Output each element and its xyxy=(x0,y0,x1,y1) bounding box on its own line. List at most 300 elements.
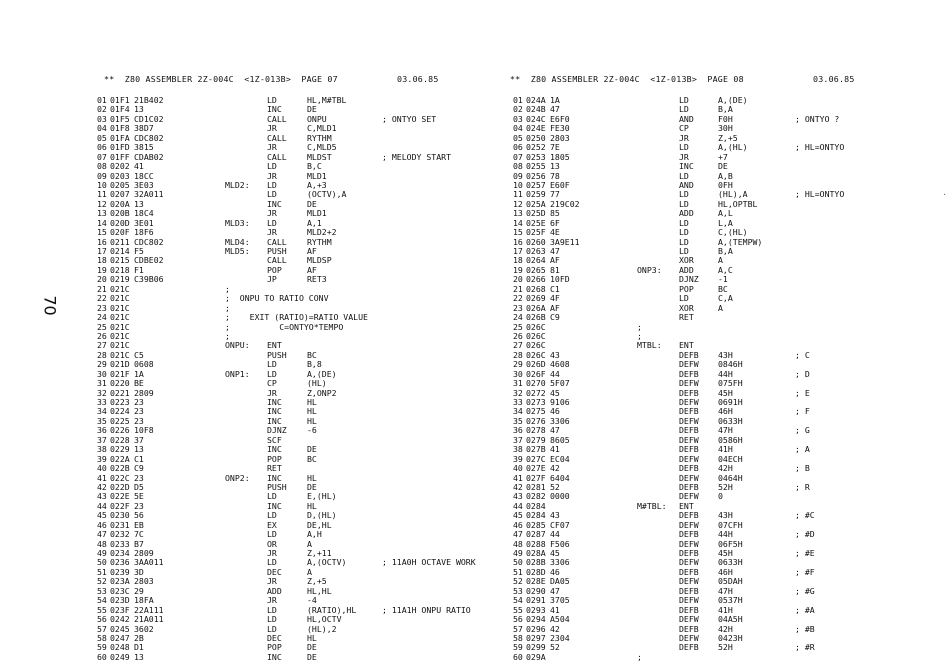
label: MLD5: xyxy=(225,246,250,256)
address: 026C xyxy=(526,330,546,341)
line-number: 07 xyxy=(97,151,107,162)
object-code: 18FA xyxy=(134,595,154,606)
line-number: 18 xyxy=(513,255,523,266)
listing-line xyxy=(97,587,477,596)
line-number: 04 xyxy=(513,123,523,134)
line-number: 17 xyxy=(97,246,107,256)
line-number: 07 xyxy=(513,151,523,162)
listing-line xyxy=(97,134,477,143)
address: 0278 xyxy=(526,425,546,436)
line-number: 15 xyxy=(513,227,523,238)
object-code: 2803 xyxy=(134,576,154,587)
operand: C,MLD1 xyxy=(307,123,337,134)
object-code: 23 xyxy=(134,500,144,511)
line-number: 11 xyxy=(97,189,107,200)
address: 0268 xyxy=(526,283,546,294)
address: 0202 xyxy=(110,161,130,172)
address: 0256 xyxy=(526,170,546,181)
operand: -4 xyxy=(307,595,317,606)
line-number: 12 xyxy=(513,198,523,209)
line-number: 17 xyxy=(513,246,523,256)
line-number: 09 xyxy=(97,170,107,181)
mnemonic: CP xyxy=(267,378,277,389)
address: 024E xyxy=(526,123,546,134)
object-code: C39B06 xyxy=(134,274,164,285)
address: 025D xyxy=(526,208,546,219)
mnemonic: RET xyxy=(267,463,282,474)
line-number: 59 xyxy=(513,642,523,653)
line-number: 52 xyxy=(513,576,523,587)
object-code: 18CC xyxy=(134,170,154,181)
object-code: 23 xyxy=(134,397,144,407)
mnemonic: LD xyxy=(679,198,689,209)
listing-line xyxy=(513,200,843,209)
mnemonic: DEFW xyxy=(679,453,699,464)
object-code: 77 xyxy=(550,189,560,200)
mnemonic: DEFB xyxy=(679,529,699,540)
object-code: 56 xyxy=(134,510,144,521)
line-number: 25 xyxy=(97,321,107,332)
line-number: 16 xyxy=(513,236,523,247)
address: 027C xyxy=(526,453,546,464)
comment: ; #C xyxy=(795,510,815,521)
object-code: 13 xyxy=(134,444,144,455)
line-number: 58 xyxy=(97,632,107,643)
listing-line xyxy=(513,238,843,247)
label: ; xyxy=(225,283,230,294)
label: MLD4: xyxy=(225,236,250,247)
line-number: 31 xyxy=(97,378,107,389)
object-code: F1 xyxy=(134,264,144,275)
mnemonic: LD xyxy=(267,179,277,190)
object-code: 2809 xyxy=(134,548,154,558)
address: 0250 xyxy=(526,132,546,143)
operand: A,(HL) xyxy=(718,142,748,153)
line-number: 08 xyxy=(513,161,523,172)
object-code: 10FD xyxy=(550,274,570,285)
mnemonic: ADD xyxy=(679,208,694,219)
line-number: 19 xyxy=(513,264,523,275)
mnemonic: DEFB xyxy=(679,604,699,615)
comment: ; HL=ONTYO xyxy=(795,189,845,200)
operand: A,(DE) xyxy=(718,95,748,105)
mnemonic: CALL xyxy=(267,113,287,124)
mnemonic: SCF xyxy=(267,434,282,445)
listing-line xyxy=(97,294,477,303)
comment: ; #F xyxy=(795,566,815,577)
mnemonic: LD xyxy=(679,170,689,181)
address: 022D xyxy=(110,481,130,492)
mnemonic: POP xyxy=(267,264,282,275)
listing-line xyxy=(97,417,477,426)
operand: 0586H xyxy=(718,434,743,445)
mnemonic: DJNZ xyxy=(267,425,287,436)
object-code: 42 xyxy=(550,623,560,634)
line-number: 57 xyxy=(97,623,107,634)
address: 023A xyxy=(110,576,130,587)
address: 0226 xyxy=(110,425,130,436)
line-number: 39 xyxy=(97,453,107,464)
listing-line xyxy=(97,389,477,398)
address: 0230 xyxy=(110,510,130,521)
object-code: 3815 xyxy=(134,142,154,153)
operand: B,C xyxy=(307,161,322,172)
mnemonic: DEC xyxy=(267,566,282,577)
label: MLD2: xyxy=(225,179,250,190)
operand: DE xyxy=(307,642,317,653)
listing-line xyxy=(513,502,843,511)
object-code: DA05 xyxy=(550,576,570,587)
address: 0259 xyxy=(526,189,546,200)
operand: DE xyxy=(307,481,317,492)
object-code: 21A011 xyxy=(134,614,164,625)
address: 021C xyxy=(110,340,130,351)
operand: 04ECH xyxy=(718,453,743,464)
left-header: ** Z80 ASSEMBLER 2Z-004C <1Z-013B> PAGE 07 xyxy=(104,74,338,84)
object-code: E60F xyxy=(550,179,570,190)
label: ; xyxy=(637,330,642,341)
address: 023D xyxy=(110,595,130,606)
left-date: 03.06.85 xyxy=(397,74,439,84)
address: 028A xyxy=(526,548,546,558)
address: 0207 xyxy=(110,189,130,200)
line-number: 02 xyxy=(97,104,107,115)
margin-mark: · xyxy=(942,190,947,199)
object-code: 29 xyxy=(134,585,144,596)
object-code: 3AA011 xyxy=(134,557,164,568)
listing-line xyxy=(513,540,843,549)
listing-line xyxy=(97,209,477,218)
listing-line xyxy=(97,238,477,247)
line-number: 47 xyxy=(513,529,523,540)
object-code: 219C02 xyxy=(550,198,580,209)
mnemonic: DEFB xyxy=(679,425,699,436)
mnemonic: ENT xyxy=(679,340,694,351)
line-number: 40 xyxy=(97,463,107,474)
listing-line xyxy=(513,417,843,426)
label: ONPU: xyxy=(225,340,250,351)
line-number: 55 xyxy=(513,604,523,615)
listing-line xyxy=(97,172,477,181)
mnemonic: DEFW xyxy=(679,557,699,568)
line-number: 49 xyxy=(513,548,523,558)
object-code: 23 xyxy=(134,406,144,417)
mnemonic: XOR xyxy=(679,255,694,266)
address: 0284 xyxy=(526,510,546,521)
object-code: 5F07 xyxy=(550,378,570,389)
mnemonic: CALL xyxy=(267,255,287,266)
listing-line xyxy=(97,162,477,171)
object-code: 44 xyxy=(550,529,560,540)
comment: ; A xyxy=(795,444,810,455)
address: 0223 xyxy=(110,397,130,407)
operand: -1 xyxy=(718,274,728,285)
operand: DE xyxy=(307,651,317,662)
listing-line xyxy=(513,634,843,643)
comment: ; D xyxy=(795,368,810,379)
line-number: 48 xyxy=(513,538,523,549)
line-number: 28 xyxy=(97,349,107,360)
operand: HL xyxy=(307,500,317,511)
operand: DE,HL xyxy=(307,519,332,530)
line-number: 35 xyxy=(513,415,523,426)
line-number: 37 xyxy=(97,434,107,445)
object-code: 42 xyxy=(550,463,560,474)
mnemonic: XOR xyxy=(679,302,694,313)
object-code: 23 xyxy=(134,415,144,426)
mnemonic: JR xyxy=(267,576,277,587)
object-code: 46 xyxy=(550,406,560,417)
label: MTBL: xyxy=(637,340,662,351)
mnemonic: ENT xyxy=(679,500,694,511)
operand: HL,OPTBL xyxy=(718,198,758,209)
line-number: 36 xyxy=(97,425,107,436)
line-number: 01 xyxy=(513,95,523,105)
page-number: 70 xyxy=(40,295,60,316)
object-code: 43 xyxy=(550,510,560,521)
operand: A,B xyxy=(718,170,733,181)
object-code: EC04 xyxy=(550,453,570,464)
mnemonic: DEFB xyxy=(679,387,699,398)
address: 026C xyxy=(526,321,546,332)
operand: 0 xyxy=(718,491,723,502)
listing-line xyxy=(97,341,477,350)
listing-line xyxy=(97,483,477,492)
object-code: 52 xyxy=(550,642,560,653)
line-number: 58 xyxy=(513,632,523,643)
line-number: 03 xyxy=(513,113,523,124)
object-code: 37 xyxy=(134,434,144,445)
listing-line xyxy=(513,256,843,265)
object-code: D1 xyxy=(134,642,144,653)
operand: 42H xyxy=(718,623,733,634)
line-number: 57 xyxy=(513,623,523,634)
line-number: 54 xyxy=(513,595,523,606)
mnemonic: AND xyxy=(679,113,694,124)
line-number: 27 xyxy=(97,340,107,351)
line-number: 30 xyxy=(97,368,107,379)
address: 0231 xyxy=(110,519,130,530)
listing-line xyxy=(97,398,477,407)
line-number: 03 xyxy=(97,113,107,124)
mnemonic: DEFB xyxy=(679,481,699,492)
listing-line xyxy=(97,511,477,520)
address: 0232 xyxy=(110,529,130,540)
address: 0233 xyxy=(110,538,130,549)
listing-line xyxy=(513,596,843,605)
operand: BC xyxy=(307,453,317,464)
operand: DE xyxy=(307,198,317,209)
comment: ; G xyxy=(795,425,810,436)
operand: BC xyxy=(718,283,728,294)
address: 028E xyxy=(526,576,546,587)
listing-line xyxy=(97,275,477,284)
operand: HL xyxy=(307,397,317,407)
mnemonic: DEFW xyxy=(679,519,699,530)
line-number: 21 xyxy=(513,283,523,294)
line-number: 56 xyxy=(97,614,107,625)
listing-line xyxy=(97,407,477,416)
mnemonic: LD xyxy=(267,189,277,200)
operand: L,A xyxy=(718,217,733,228)
operand: 47H xyxy=(718,425,733,436)
mnemonic: LD xyxy=(267,557,277,568)
mnemonic: LD xyxy=(267,368,277,379)
line-number: 47 xyxy=(97,529,107,540)
operand: MLDSP xyxy=(307,255,332,266)
listing-line xyxy=(97,351,477,360)
object-code: C9 xyxy=(134,463,144,474)
mnemonic: LD xyxy=(679,217,689,228)
mnemonic: JR xyxy=(267,123,277,134)
operand: (HL),A xyxy=(718,189,748,200)
address: 0253 xyxy=(526,151,546,162)
operand: 52H xyxy=(718,642,733,653)
object-code: 41 xyxy=(550,604,560,615)
address: 0294 xyxy=(526,614,546,625)
address: 0249 xyxy=(110,651,130,662)
operand: ONPU xyxy=(307,113,327,124)
operand: A,(TEMPW) xyxy=(718,236,763,247)
label: ; xyxy=(225,302,230,313)
object-code: 18F6 xyxy=(134,227,154,238)
line-number: 23 xyxy=(513,302,523,313)
mnemonic: CALL xyxy=(267,132,287,143)
operand: (RATIO),HL xyxy=(307,604,357,615)
address: 026F xyxy=(526,368,546,379)
object-code: 6F xyxy=(550,217,560,228)
mnemonic: INC xyxy=(267,397,282,407)
line-number: 13 xyxy=(97,208,107,219)
listing-line xyxy=(513,153,843,162)
line-number: 46 xyxy=(513,519,523,530)
listing-line xyxy=(513,294,843,303)
mnemonic: JR xyxy=(267,387,277,398)
comment: ; 11A0H OCTAVE WORK xyxy=(382,557,476,568)
mnemonic: INC xyxy=(267,444,282,455)
listing-line xyxy=(513,285,843,294)
line-number: 60 xyxy=(97,651,107,662)
object-code: 7E xyxy=(550,142,560,153)
address: 01F1 xyxy=(110,95,130,105)
object-code: C5 xyxy=(134,349,144,360)
mnemonic: JR xyxy=(267,142,277,153)
object-code: 3306 xyxy=(550,557,570,568)
operand: 0846H xyxy=(718,359,743,370)
line-number: 18 xyxy=(97,255,107,266)
address: 027B xyxy=(526,444,546,455)
mnemonic: LD xyxy=(267,510,277,521)
operand: 46H xyxy=(718,406,733,417)
object-code: 4608 xyxy=(550,359,570,370)
line-number: 26 xyxy=(97,330,107,341)
listing-line xyxy=(97,540,477,549)
line-number: 28 xyxy=(513,349,523,360)
mnemonic: INC xyxy=(267,472,282,483)
line-number: 05 xyxy=(97,132,107,143)
listing-line xyxy=(97,634,477,643)
address: 0257 xyxy=(526,179,546,190)
object-code: 3602 xyxy=(134,623,154,634)
operand: 46H xyxy=(718,566,733,577)
line-number: 50 xyxy=(97,557,107,568)
address: 021C xyxy=(110,321,130,332)
line-number: 42 xyxy=(513,481,523,492)
mnemonic: EX xyxy=(267,519,277,530)
operand: 0423H xyxy=(718,632,743,643)
operand: HL xyxy=(307,632,317,643)
listing-line xyxy=(97,521,477,530)
object-code: 47 xyxy=(550,585,560,596)
address: 0229 xyxy=(110,444,130,455)
line-number: 04 xyxy=(97,123,107,134)
operand: 43H xyxy=(718,349,733,360)
object-code: 47 xyxy=(550,104,560,115)
address: 0269 xyxy=(526,293,546,304)
object-code: 21B402 xyxy=(134,95,164,105)
line-number: 44 xyxy=(513,500,523,511)
object-code: 32A011 xyxy=(134,189,164,200)
line-number: 48 xyxy=(97,538,107,549)
line-number: 21 xyxy=(97,283,107,294)
line-number: 13 xyxy=(513,208,523,219)
object-code: 3D xyxy=(134,566,144,577)
address: 0284 xyxy=(526,500,546,511)
listing-line xyxy=(513,558,843,567)
line-number: 08 xyxy=(97,161,107,172)
object-code: 41 xyxy=(134,161,144,172)
object-code: 52 xyxy=(550,481,560,492)
line-number: 10 xyxy=(97,179,107,190)
listing-line xyxy=(513,643,843,652)
object-code: 0608 xyxy=(134,359,154,370)
label: ; ONPU TO RATIO CONV xyxy=(225,293,329,304)
line-number: 35 xyxy=(97,415,107,426)
line-number: 10 xyxy=(513,179,523,190)
operand: MLD2+2 xyxy=(307,227,337,238)
mnemonic: JR xyxy=(679,151,689,162)
object-code: EB xyxy=(134,519,144,530)
address: 0239 xyxy=(110,566,130,577)
operand: A xyxy=(307,538,312,549)
address: 01F5 xyxy=(110,113,130,124)
operand: 0633H xyxy=(718,415,743,426)
object-code: 41 xyxy=(550,444,560,455)
address: 0234 xyxy=(110,548,130,558)
line-number: 42 xyxy=(97,481,107,492)
address: 0203 xyxy=(110,170,130,181)
comment: ; #B xyxy=(795,623,815,634)
object-code: CD1C02 xyxy=(134,113,164,124)
listing-line xyxy=(97,530,477,539)
line-number: 56 xyxy=(513,614,523,625)
mnemonic: DEFW xyxy=(679,595,699,606)
listing-line xyxy=(513,96,843,105)
operand: 04A5H xyxy=(718,614,743,625)
listing-line xyxy=(97,492,477,501)
listing-line xyxy=(97,643,477,652)
line-number: 09 xyxy=(513,170,523,181)
listing-line xyxy=(513,521,843,530)
listing-line xyxy=(513,492,843,501)
object-code: AF xyxy=(550,255,560,266)
line-number: 06 xyxy=(513,142,523,153)
line-number: 24 xyxy=(97,312,107,323)
mnemonic: DEFW xyxy=(679,397,699,407)
listing-line xyxy=(513,134,843,143)
comment: ; E xyxy=(795,387,810,398)
line-number: 25 xyxy=(513,321,523,332)
